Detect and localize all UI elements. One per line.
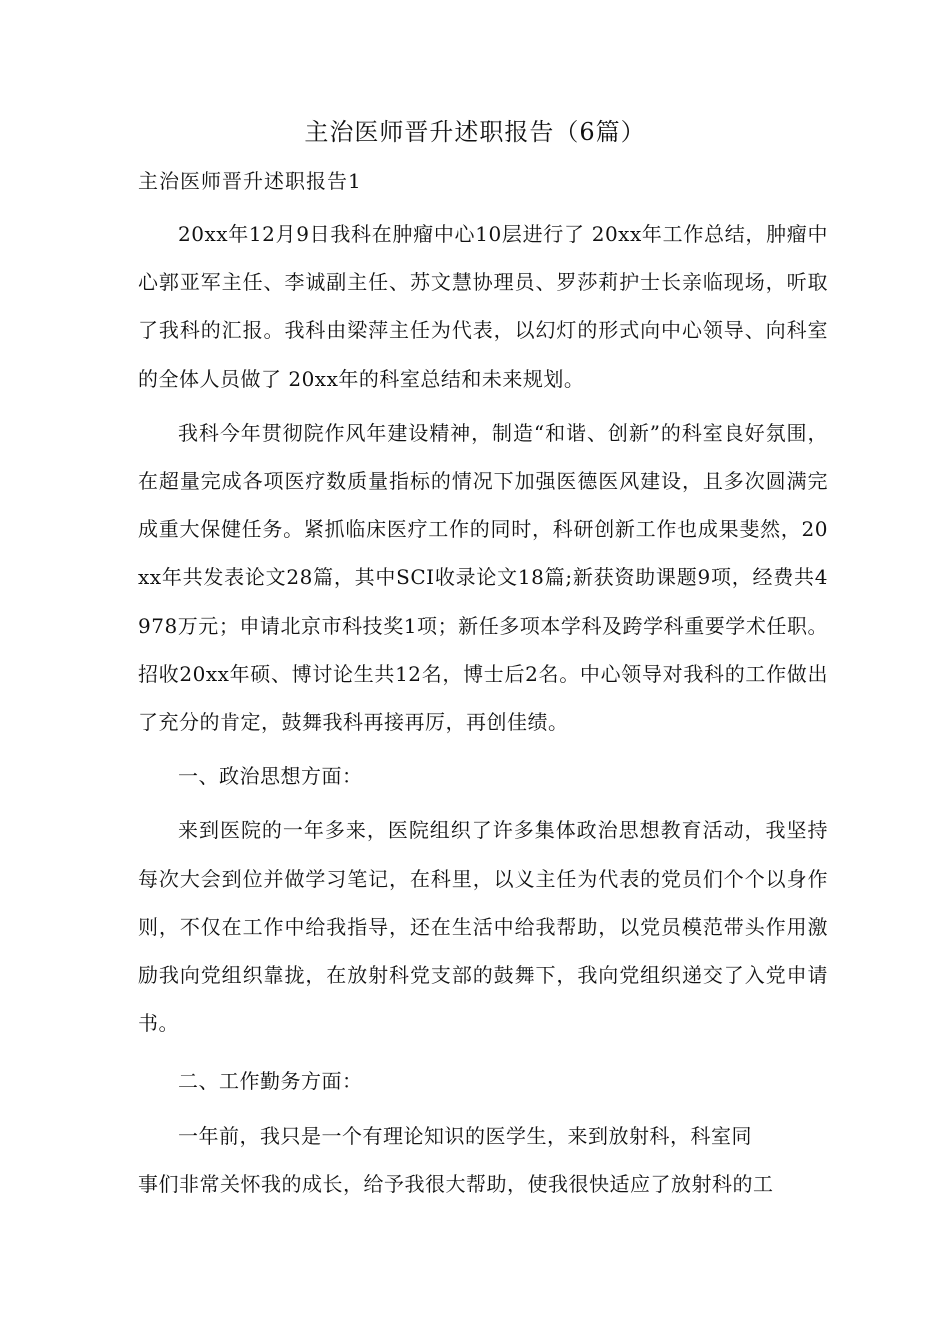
document-body — [138, 210, 828, 1208]
paragraph-work-line-1: 一年前，我只是一个有理论知识的医学生，来到放射科，科室同 — [178, 1123, 752, 1148]
paragraph-work-line-2: 事们非常关怀我的成长，给予我很大帮助，使我很快适应了放射科的工 — [138, 1171, 774, 1196]
paragraph-work-summary: 20xx年12月9日我科在肿瘤中心10层进行了 20xx年工作总结，肿瘤中心郭亚军主任、李诚副主任、苏文慧协理员、罗莎莉护士长亲临现场，听取了我科的汇报。我科由梁萍主任为代表，以幻灯的形式向中心领导、向科室的全体人员做了 20xx年的科室总结和未来规划。 — [138, 222, 828, 391]
paragraph-politics: 来到医院的一年多来，医院组织了许多集体政治思想教育活动，我坚持每次大会到位并做学习笔记，在科里，以义主任为代表的党员们个个以身作则，不仅在工作中给我指导，还在生活中给我帮助，以党员模范带头作用激励我向党组织靠拢，在放射科党支部的鼓舞下，我向党组织递交了入党申请书。 — [138, 818, 828, 1036]
document-subtitle: 主治医师晋升述职报告1 — [138, 169, 362, 193]
section-heading-work: 二、工作勤务方面： — [178, 1069, 363, 1094]
paragraph-achievements: 我科今年贯彻院作风年建设精神，制造“和谐、创新”的科室良好氛围，在超量完成各项医疗数质量指标的情况下加强医德医风建设，且多次圆满完成重大保健任务。紧抓临床医疗工作的同时，科研创新工作也成果斐然，20xx年共发表论文28篇，其中SCI收录论文18篇;新获资助课题9项，经费共4978万元；申请北京市科技奖1项；新任多项本学科及跨学科重要学术任职。招收20xx年硕、博讨论生共12名，博士后2名。中心领导对我科的工作做出了充分的肯定，鼓舞我科再接再厉，再创佳绩。 — [138, 420, 828, 735]
section-heading-politics: 一、政治思想方面： — [178, 764, 363, 789]
document-title: 主治医师晋升述职报告（6篇） — [304, 118, 646, 146]
